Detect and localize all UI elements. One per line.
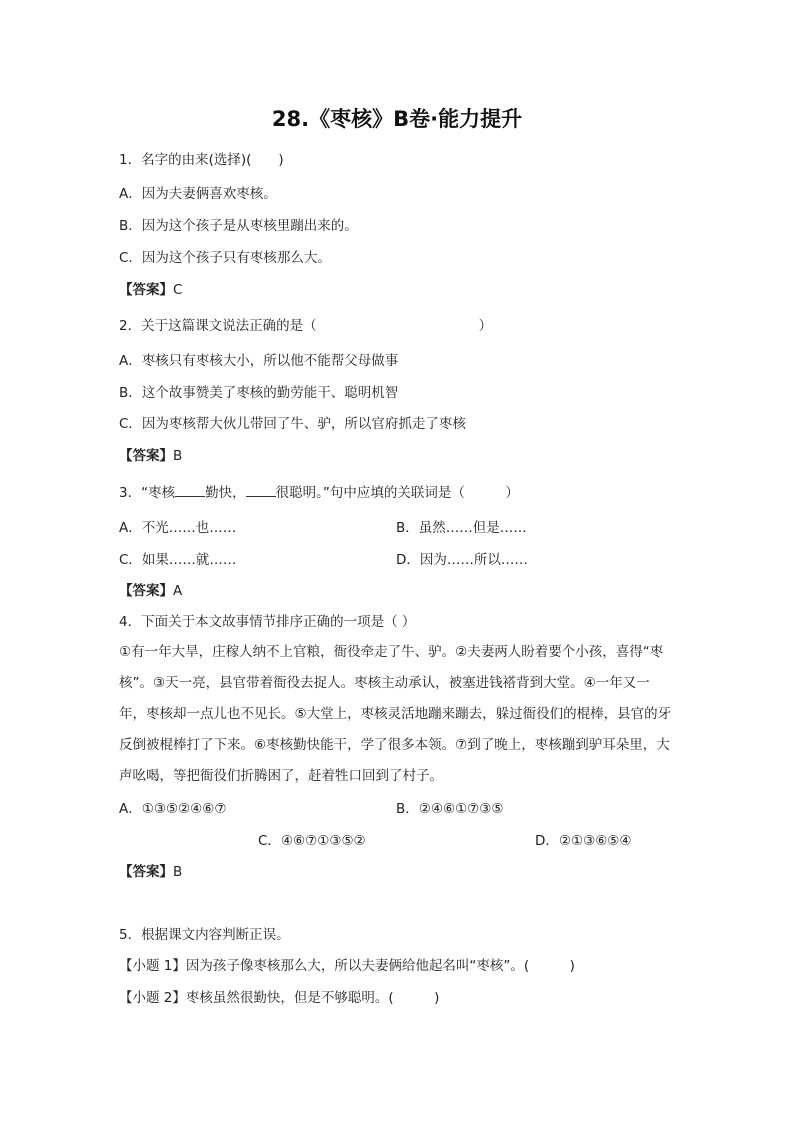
q3-answer [119,581,182,601]
q2-option-b: B．这个故事赞美了枣核的勤劳能干、聪明机智 [119,385,399,401]
q3-option-d: D．因为……所以…… [396,552,528,568]
answer-value: B [173,864,183,880]
q4-stem: 4．下面关于本文故事情节排序正确的一项是（ ） [119,614,416,630]
q4-option-c: C．④⑥⑦①③⑤② [258,833,366,849]
answer-label: 【答案】 [119,864,173,880]
page-title: 28.《枣核》B卷·能力提升 [271,107,523,131]
blank-line [246,482,276,497]
answer-value: C [173,282,183,298]
q3-option-c: C．如果……就…… [119,552,237,568]
blank-line [175,482,205,497]
q3-option-b: B．虽然……但是…… [396,520,527,536]
q3-stem-pre: 3．“枣核 [119,485,176,501]
q1-option-c: C．因为这个孩子只有枣核那么大。 [119,250,331,266]
q1-option-b: B．因为这个孩子是从枣核里蹦出来的。 [119,218,358,234]
q5-subquestion-2: 【小题 2】枣核虽然很勤快，但是不够聪明。( ) [119,990,440,1006]
q3-stem-post: 很聪明。”句中应填的关联词是（ ） [275,485,519,501]
q2-stem: 2．关于这篇课文说法正确的是（ ） [119,318,493,334]
answer-label: 【答案】 [119,583,173,599]
q2-answer [119,446,182,466]
q1-stem: 1．名字的由来(选择)( ) [119,152,284,168]
q5-stem: 5．根据课文内容判断正误。 [119,927,290,943]
answer-value: B [173,448,183,464]
q4-option-b: B．②④⑥①⑦③⑤ [396,801,504,817]
q4-answer [119,862,182,882]
answer-value: A [173,583,183,599]
q5-subquestion-1: 【小题 1】因为孩子像枣核那么大，所以夫妻俩给他起名叫“枣核”。( ) [119,958,575,974]
q4-passage: ①有一年大旱，庄稼人纳不上官粮，衙役牵走了牛、驴。②夫妻两人盼着要个小孩，喜得“枣核”。③天一亮，县官带着衙役去捉人。枣核主动承认，被塞进钱褡背到大堂。④一年又一年，枣核却一点儿也不见长。⑤大堂上，枣核灵活地蹦来蹦去，躲过衙役们的棍棒，县官的牙反倒被棍棒打了下来。⑥枣核勤快能干，学了很多本领。⑦到了晚上，枣核蹦到驴耳朵里，大声吆喝，等把衙役们折腾困了，赶着牲口回到了村子。 [119,644,672,784]
q1-option-a: A．因为夫妻俩喜欢枣核。 [119,186,277,202]
q3-option-a: A．不光……也…… [119,520,237,536]
q1-answer [119,280,182,300]
q4-option-a: A．①③⑤②④⑥⑦ [119,801,227,817]
q3-stem-mid: 勤快， [205,485,246,501]
q2-option-c: C．因为枣核帮大伙儿带回了牛、驴，所以官府抓走了枣核 [119,416,466,432]
q4-option-d: D．②①③⑥⑤④ [535,833,632,849]
answer-label: 【答案】 [119,282,173,298]
answer-label: 【答案】 [119,448,173,464]
q3-stem [119,482,519,503]
q2-option-a: A．枣核只有枣核大小，所以他不能帮父母做事 [119,353,399,369]
